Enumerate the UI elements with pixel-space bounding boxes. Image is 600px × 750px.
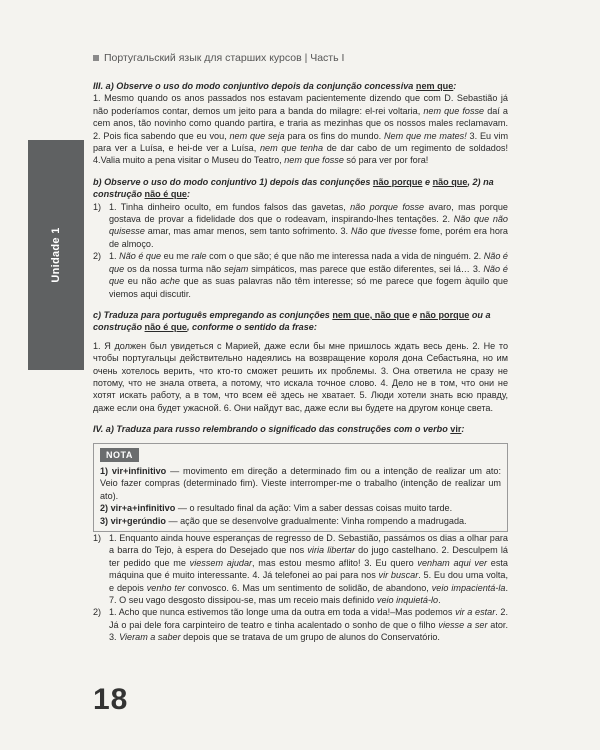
note-rule-3: 3) vir+gerúndio — ação que se desenvolve gradualmente: Vinha rompendo a madrugada. — [100, 515, 467, 526]
page-content — [93, 80, 508, 644]
exercise-3b-item-1: 1) 1. Tinha dinheiro oculto, em fundos falsos das gavetas, não porque fosse avaro, mas porque gostava de provar a fidelidade dos que o rodeavam, inspirando-lhes tentações. 2. Não que não quisesse amar, mas amar menos, sem tanto sofrimento. 3. Não que tivesse fome, porém era hora de almoço. — [93, 201, 508, 249]
exercise-3c-text: 1. Я должен был увидеться с Марией, даже если бы мне пришлось ждать весь день. 2. Не то чтобы португальцы действительно надеялись на возвращение короля дона Себастьяна, но им очень хотелось верить, что кто-то сможет решить их проблемы. 3. Она ответила не сразу не потому, что не знала ответа, а потому, что искала точное слово. 4. Дело не в том, что они не хотят искать работу, а в том, что всем её здесь не хватает. 5. Люди хотели знать всю правду, даже если она будет ужасной. 6. Они найдут вас, даже если вы будете на другом конце света. — [93, 340, 508, 413]
exercise-3a-heading: III. a) Observe o uso do modo conjuntivo depois da conjunção concessiva nem que: — [93, 81, 457, 91]
exercise-4a-heading: IV. a) Traduza para russo relembrando o significado das construções com o verbo vir: — [93, 424, 465, 435]
note-rule-2: 2) vir+a+infinitivo — o resultado final da ação: Vim a saber dessas coisas muito tarde. — [100, 503, 453, 514]
exercise-3a-text: 1. Mesmo quando os anos passados nos estavam pacientemente dizendo que com D. Sebastião já não poderíamos contar, demos um jeito para a banda do milagre: el-rei voltaria, nem que fosse daí a cem anos, tão novinho como quando partira, e traria as mezinhas que os nossos males reclamavam. 2. Pois fica sabendo que eu vou, nem que seja para os fins do mundo. Nem que me mates! 3. Eu vim para ver a Luísa, e hei-de ver a Luísa, nem que tenha de dar cabo de um regimento de soldados! 4.Valia muito a pena visitar o Museu do Teatro, nem que fosse só para ver por fora! — [93, 93, 509, 166]
exercise-4a-item-2: 2) 1. Acho que nunca estivemos tão longe uma da outra em toda a vida!–Mas podemos vir a estar. 2. Já o pai dele fora carpinteiro de teatro e tinha acalentado o sonho de que o filho viesse a ser ator. 3. Vieram a saber depois que se tratava de um grupo de alunos do Conservatório. — [93, 607, 508, 643]
exercise-3b-heading: b) Observe o uso do modo conjuntivo 1) depois das conjunções não porque e não que, 2) na construção não é que: — [93, 176, 494, 200]
unit-side-tab-label: Unidade 1 — [50, 227, 62, 283]
exercise-3c-heading: c) Traduza para português empregando as conjunções nem que, não que e não porque ou a construção não é que, conforme o sentido da frase: — [93, 309, 491, 333]
header-square-icon — [93, 55, 99, 61]
running-header — [93, 52, 344, 64]
exercise-3b-item-2: 2) 1. Não é que eu me rale com o que são; é que não me interessa nada a vida de ninguém. 2. Não é que os da nossa turma não sejam simpáticos, mas parece que estão diferentes, sei lá… 3. Não é que eu não ache que as suas palavras não têm interesse; só me parece que fogem àquilo que viemos aqui discutir. — [93, 251, 509, 299]
exercise-4a-item-1: 1) 1. Enquanto ainda houve esperanças de regresso de D. Sebastião, passámos os dias a olhar para a barra do Tejo, à espera do Desejado que nos viria libertar do jugo castelhano. 2. Desculpem lá ter pedido que me viessem ajudar, mas estou mesmo aflito! 3. Eu quero venham aqui ver esta máquina que é muito interessante. 4. Já telefonei ao pai para nos vir buscar. 5. Eu dou uma volta, e depois venho ter convosco. 6. Mas um sentimento de solidão, de abandono, veio impacientá-la. 7. O seu vago desgosto dissipou-se, mas um receio mais definido veio inquietá-lo. — [93, 533, 509, 606]
note-tag: NOTA — [100, 448, 139, 462]
header-title: Португальский язык для старших курсов | Часть I — [104, 52, 345, 64]
note-rule-1: 1) vir+infinitivo — movimento em direção a determinado fim ou a intenção de realizar um ato: Veio fazer compras (determinado fim). Vieste interromper-me o trabalho (intenção de realizar um ato). — [100, 465, 501, 501]
grammar-note-box — [93, 443, 508, 532]
page-number: 18 — [93, 683, 129, 716]
